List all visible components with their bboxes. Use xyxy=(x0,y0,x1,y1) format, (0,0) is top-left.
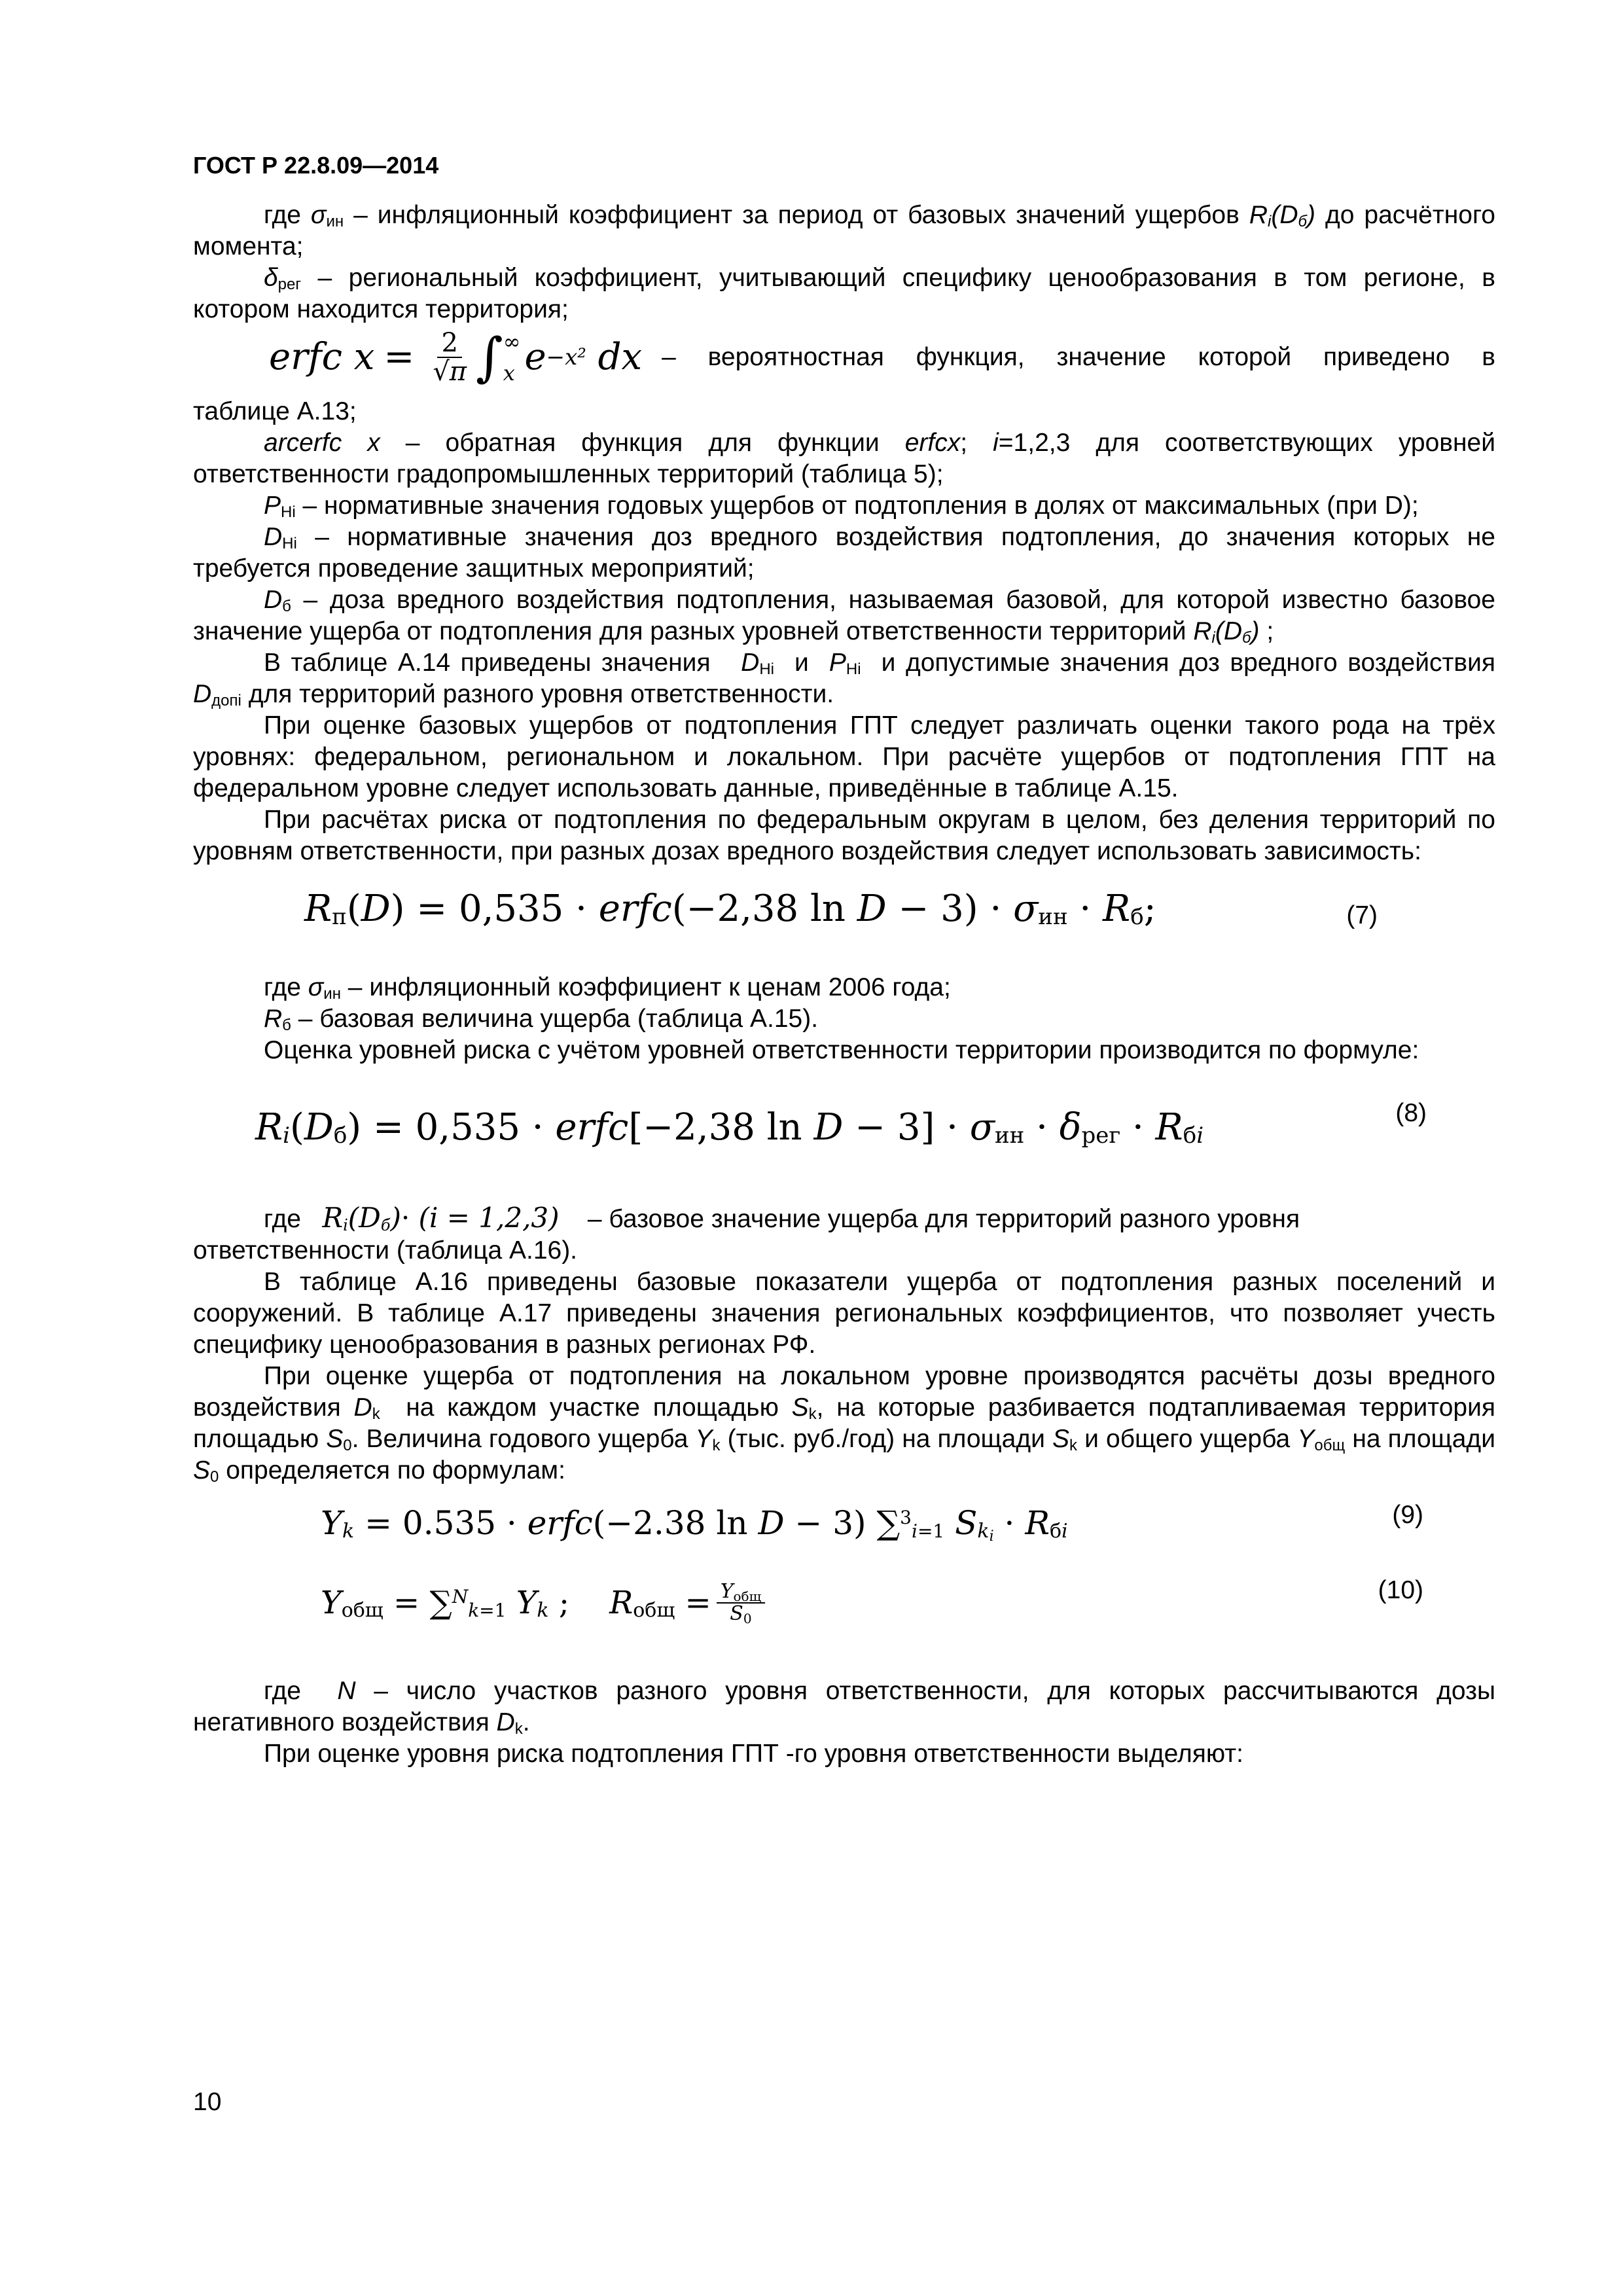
paragraph-sigma-2006: где $\sigma_{ин}$ – инфляционный коэффициент к ценам 2006 года; xyxy=(264,973,951,1003)
equation-7 xyxy=(193,867,1495,972)
paragraph-local-level: При оценке ущерба от подтопления на локальном уровне производятся расчёты дозы вредного воздействия $D_k$ на каждом участке площадью $S_k$, на которые разбивается подтапливаемая территория площадью $S_0$. Величина годового ущерба $Y_k$ (тыс. руб./год) на площади $S_k$ и общего ущерба $Y_{общ}$ на площади $S_0$ определяется по формулам: xyxy=(193,1362,1495,1486)
paragraph-gpt-risk: При оценке уровня риска подтопления ГПТ -го уровня ответственности выделяют: xyxy=(264,1740,1244,1768)
equation-10-number: (10) xyxy=(1378,1576,1423,1604)
equation-8 xyxy=(193,1066,1495,1197)
paragraph-dhi-def: $D_{Hi}$ – нормативные значения доз вредного воздействия подтопления, до значения которых не требуется проведение защитных мероприятий; xyxy=(193,523,1495,583)
paragraph-delta-def: $\delta_{рег}$ – региональный коэффициент, учитывающий специфику ценообразования в том регионе, в котором находится территория; xyxy=(193,264,1495,323)
paragraph-n-def: где N – число участков разного уровня ответственности, для которых рассчитываются дозы негативного воздействия $D_k$. xyxy=(193,1677,1496,1738)
erfc-description: – вероятностная функция, значение которой приведено в xyxy=(662,343,1495,371)
equation-9-number: (9) xyxy=(1392,1501,1423,1529)
paragraph-ri-cont: ответственности (таблица А.16). xyxy=(193,1236,578,1265)
paragraph-risk-levels: Оценка уровней риска с учётом уровней ответственности территории производится по формуле: xyxy=(264,1036,1419,1064)
paragraph-phi-def: $P_{Hi}$ – нормативные значения годовых ущербов от подтопления в долях от максимальных (при D); xyxy=(264,492,1419,521)
equation-10-formula: $Y_{общ} = \sum^N_{k=1}$ $Y_k$ ; $R_{общ}$ = $\frac{Y_{общ}}{S_0}$ xyxy=(321,1581,770,1624)
equation-8-formula: $R_i(D_б) = 0,535$ · erfc[−2,38 $\ln D - 3] \cdot \sigma_{ин} \cdot \delta_{рег} \cdot R_{бi}$ xyxy=(255,1106,1204,1149)
document-body xyxy=(193,200,1495,1770)
erfc-definition xyxy=(193,329,1495,386)
paragraph-arcerfc-def: arcerfc x – обратная функция для функции erfcx; i=1,2,3 для соответствующих уровней ответственности градопромышленных территорий (таблица 5); xyxy=(193,429,1495,488)
paragraph-db-def: $D_б$ – доза вредного воздействия подтопления, называемая базовой, для которой известно базовое значение ущерба от подтопления для разных уровней ответственности территорий $R_i(D_б)$ ; xyxy=(193,586,1495,647)
erfc-formula: erfc x = $\frac{2}{√\pi}$ ∫ ∞ x e −x² dx xyxy=(269,327,643,387)
paragraph-erfc-cont: таблице А.13; xyxy=(193,397,357,425)
paragraph-table-a16: В таблице А.16 приведены базовые показатели ущерба от подтопления разных поселений и сооружений. В таблице А.17 приведены значения региональных коэффициентов, что позволяет учесть специфику ценообразования в разных регионах РФ. xyxy=(193,1268,1495,1359)
equation-10 xyxy=(193,1568,1495,1660)
paragraph-sigma-def: где $\sigma_{ин}$ – инфляционный коэффициент за период от базовых значений ущербов $R_i(D_б)$ до расчётного момента; xyxy=(193,201,1495,260)
equation-9 xyxy=(193,1486,1495,1568)
paragraph-base-damage: При оценке базовых ущербов от подтопления ГПТ следует различать оценки такого рода на трёх уровнях: федеральном, региональном и локальном. При расчёте ущербов от подтопления ГПТ на федеральном уровне следует использовать данные, приведённые в таблице А.15. xyxy=(193,711,1495,802)
page-number: 10 xyxy=(193,2088,222,2116)
equation-7-formula: $R_п(D) = 0,535$ · erfc(−2,38 $\ln D - 3) \cdot \sigma_{ин} \cdot R_б$; xyxy=(304,888,1156,930)
equation-8-number: (8) xyxy=(1395,1099,1427,1127)
paragraph-table-a14: В таблице А.14 приведены значения $D_{Hi}$ и $P_{Hi}$ и допустимые значения доз вредного воздействия $D_{допi}$ для территорий разного уровня ответственности. xyxy=(193,649,1495,709)
paragraph-rb-def: $R_б$ – базовая величина ущерба (таблица А.15). xyxy=(264,1005,819,1034)
equation-9-formula: $Y_k = 0.535$ · erfc(−2.38 ln D − 3) ∑$^3_{i=1}$ $S_{k_i} \cdot R_{бi}$ xyxy=(321,1504,1068,1545)
paragraph-ri-def: где $R_i(D_б)\cdot (i = 1,2,3)$ – базовое значение ущерба для территорий разного уровня xyxy=(264,1202,1300,1234)
equation-7-number: (7) xyxy=(1346,901,1378,929)
document-header: ГОСТ Р 22.8.09—2014 xyxy=(193,152,439,179)
paragraph-federal-risk: При расчётах риска от подтопления по федеральным округам в целом, без деления территорий по уровням ответственности, при разных дозах вредного воздействия следует использовать зависимость: xyxy=(193,806,1495,865)
